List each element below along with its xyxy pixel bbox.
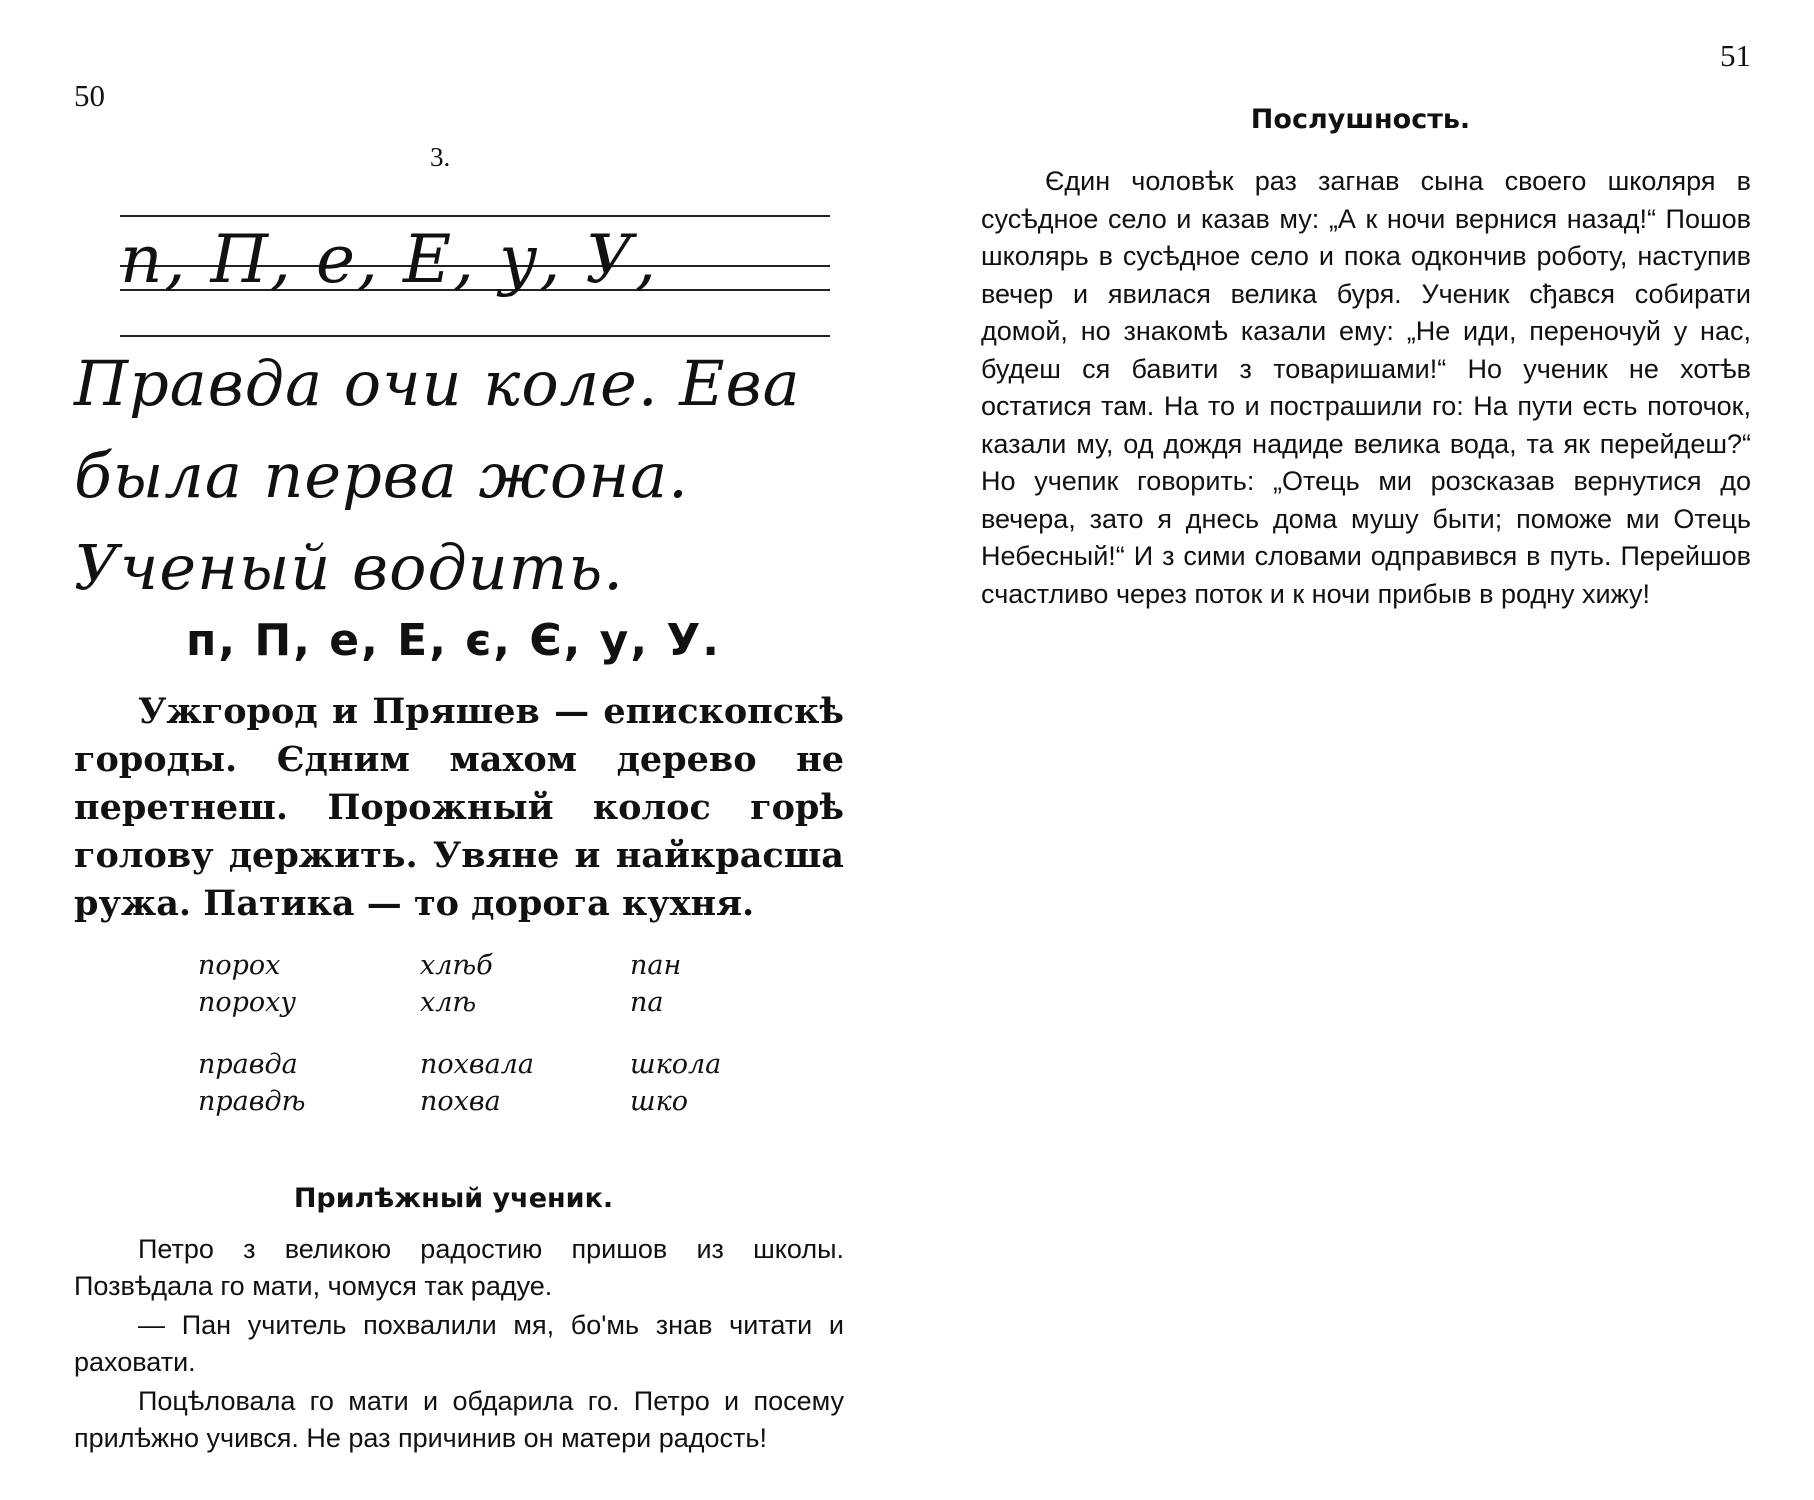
syllable-word: хлѣб — [420, 950, 493, 981]
syllable-table — [198, 950, 758, 1148]
syllable-group — [198, 1049, 758, 1123]
syllable-row — [198, 1049, 758, 1086]
copybook-rule — [120, 335, 830, 337]
story-body — [981, 163, 1751, 613]
reading-paragraph: Ужгород и Пряшев — епископскѣ городы. Єдним махом дерево не перетнеш. Порожный колос горѣ голову держить. Увяне и найкрасша ружа. Патика — то дорога кухня. — [74, 691, 844, 924]
page-number: 51 — [1720, 38, 1751, 73]
story-paragraph: Петро з великою радостию пришов из школы. Позвѣдала го мати, чомуся так радуе. — [74, 1234, 844, 1301]
syllable-group — [198, 950, 758, 1024]
syllable-word: похвала — [420, 1049, 534, 1080]
copybook-lines — [120, 205, 840, 345]
lesson-number: 3. — [430, 142, 451, 172]
copybook-letters: п, П, е, Е, у, У, — [120, 221, 659, 298]
copybook-rule — [120, 215, 830, 217]
syllable-word: похва — [420, 1086, 501, 1117]
syllable-word: шко — [630, 1086, 688, 1117]
page-number: 50 — [74, 78, 105, 113]
story-paragraph: Поцѣловала го мати и обдарила го. Петро и посему прилѣжно учився. Не раз причинив он матери радость! — [74, 1386, 844, 1453]
syllable-row — [198, 950, 758, 987]
story-paragraph: — Пан учитель похвалили мя, бо'мь знав читати и раховати. — [74, 1310, 844, 1377]
syllable-row — [198, 1086, 758, 1123]
syllable-word: пороху — [198, 987, 297, 1018]
story-body — [74, 1231, 844, 1459]
syllable-row — [198, 987, 758, 1024]
syllable-word: хлѣ — [420, 987, 477, 1018]
syllable-word: порох — [198, 950, 281, 981]
script-sentences: Правда очи коле. Ева была перва жона. Ученый водить. — [74, 347, 801, 604]
syllable-word: па — [630, 987, 664, 1018]
syllable-word: правда — [198, 1049, 298, 1080]
story-title: Прилѣжный ученик. — [293, 1183, 614, 1214]
story-title: Послушность. — [1250, 104, 1471, 135]
printed-letters: п, П, е, Е, є, Є, у, У. — [185, 615, 722, 666]
reading-text — [74, 688, 844, 928]
story-paragraph: Єдин чоловѣк раз загнав сына своего школяря в сусѣдное село и казав му: „А к ночи вернися назад!“ Пошов школярь в сусѣдное село и пока одкончив роботу, наступив вечер и явилася велика буря. Ученик сђався собирати домой, но знакомѣ казали ему: „Не иди, переночуй у нас, будеш ся бавити з товаришами!“ Но ученик не хотѣв остатися там. На то и пострашили го: На пути есть поточок, казали му, од дождя надиде велика вода, та як перейдеш?“ Но учепик говорить: „Отець ми розсказав вернутися до вечера, зато я днесь дома мушу быти; поможе ми Отець Небесный!“ И з сими словами одправився в путь. Перейшов счастливо через поток и к ночи прибыв в родну хижу! — [981, 166, 1751, 609]
syllable-word: правдѣ — [198, 1086, 306, 1117]
syllable-word: пан — [630, 950, 682, 981]
right-page — [907, 0, 1814, 1500]
syllable-word: школа — [630, 1049, 722, 1080]
